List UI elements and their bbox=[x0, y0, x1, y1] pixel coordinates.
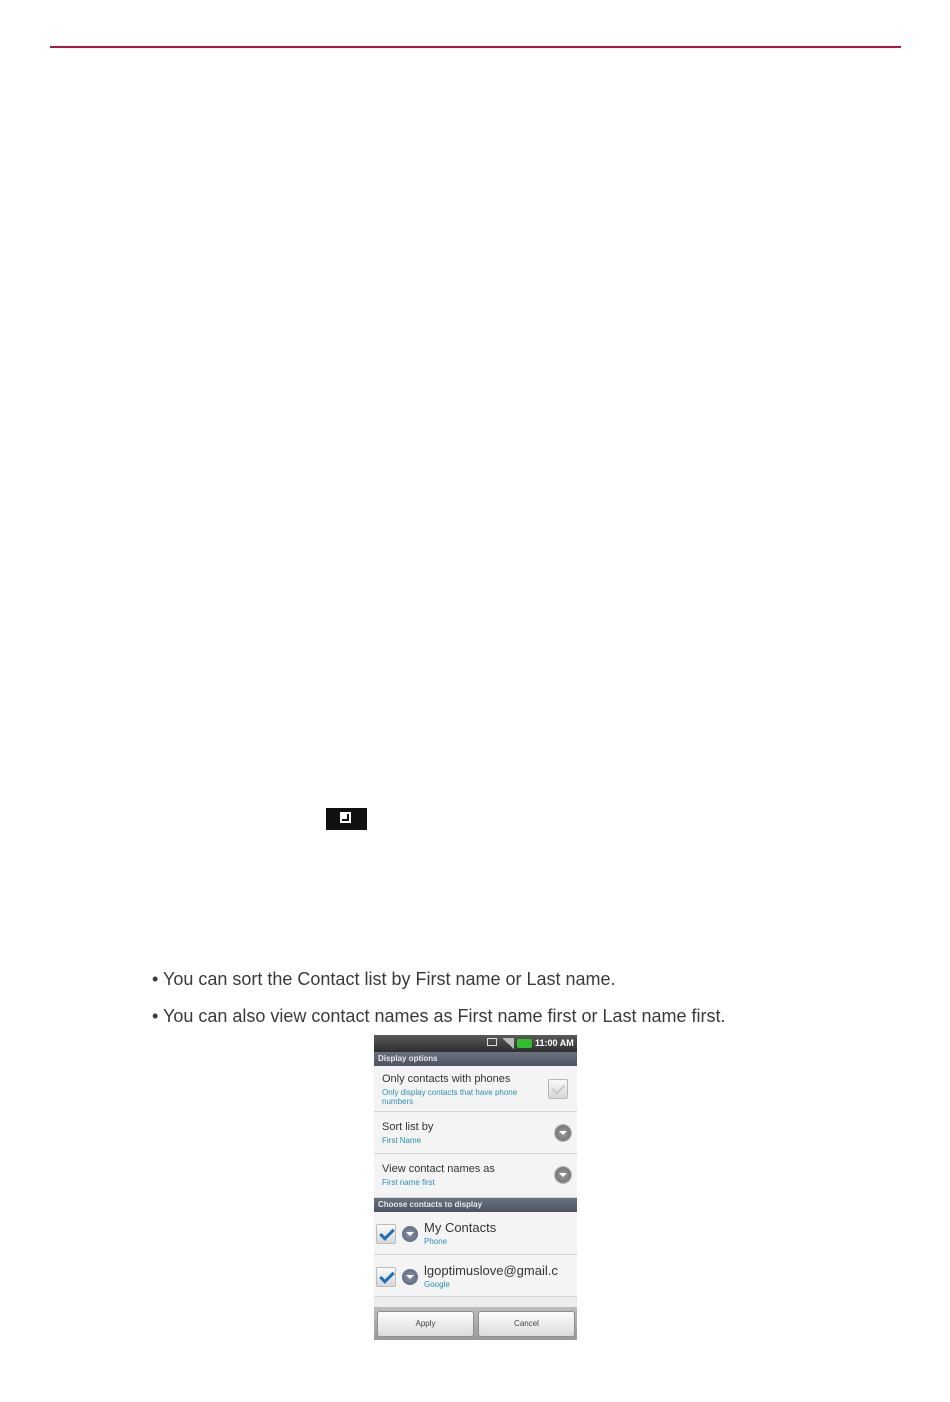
signal-icon bbox=[502, 1038, 514, 1049]
cancel-button[interactable]: Cancel bbox=[478, 1311, 575, 1337]
dropdown-icon[interactable] bbox=[555, 1167, 571, 1183]
phone-screenshot bbox=[374, 1035, 577, 1340]
battery-icon bbox=[517, 1039, 532, 1048]
row-value: First name first bbox=[382, 1178, 435, 1187]
expand-icon[interactable] bbox=[402, 1269, 418, 1285]
bullet-view-names: • You can also view contact names as First name first or Last name first. bbox=[152, 1006, 726, 1026]
status-bar bbox=[374, 1035, 577, 1052]
only-phones-checkbox[interactable] bbox=[548, 1079, 568, 1099]
header-rule bbox=[50, 46, 901, 48]
only-contacts-with-phones-row[interactable] bbox=[374, 1066, 577, 1112]
row-subtitle: Only display contacts that have phone numbers bbox=[382, 1088, 518, 1106]
row-value: First Name bbox=[382, 1136, 422, 1145]
button-bar bbox=[374, 1307, 577, 1340]
row-title: Only contacts with phones bbox=[382, 1073, 511, 1085]
account-row-google[interactable] bbox=[374, 1255, 577, 1297]
row-title: Sort list by bbox=[382, 1121, 434, 1133]
account-name: My Contacts bbox=[424, 1220, 497, 1235]
sort-list-by-row[interactable] bbox=[374, 1112, 577, 1154]
view-contact-names-row[interactable] bbox=[374, 1154, 577, 1198]
dropdown-icon[interactable] bbox=[555, 1125, 571, 1141]
display-options-header: Display options bbox=[374, 1052, 577, 1066]
bullet-sort-list: • You can sort the Contact list by First name or Last name. bbox=[152, 969, 616, 989]
apply-button[interactable]: Apply bbox=[377, 1311, 474, 1337]
choose-contacts-header: Choose contacts to display bbox=[374, 1198, 577, 1212]
account-type: Phone bbox=[424, 1237, 448, 1246]
status-time: 11:00 AM bbox=[535, 1038, 574, 1048]
check-icon[interactable] bbox=[376, 1224, 396, 1244]
menu-key-icon bbox=[326, 808, 367, 830]
account-row-my-contacts[interactable] bbox=[374, 1212, 577, 1255]
account-name: lgoptimuslove@gmail.c bbox=[424, 1263, 558, 1278]
row-title: View contact names as bbox=[382, 1163, 495, 1175]
network-icon bbox=[487, 1038, 497, 1046]
account-type: Google bbox=[424, 1280, 450, 1289]
check-icon[interactable] bbox=[376, 1267, 396, 1287]
expand-icon[interactable] bbox=[402, 1226, 418, 1242]
